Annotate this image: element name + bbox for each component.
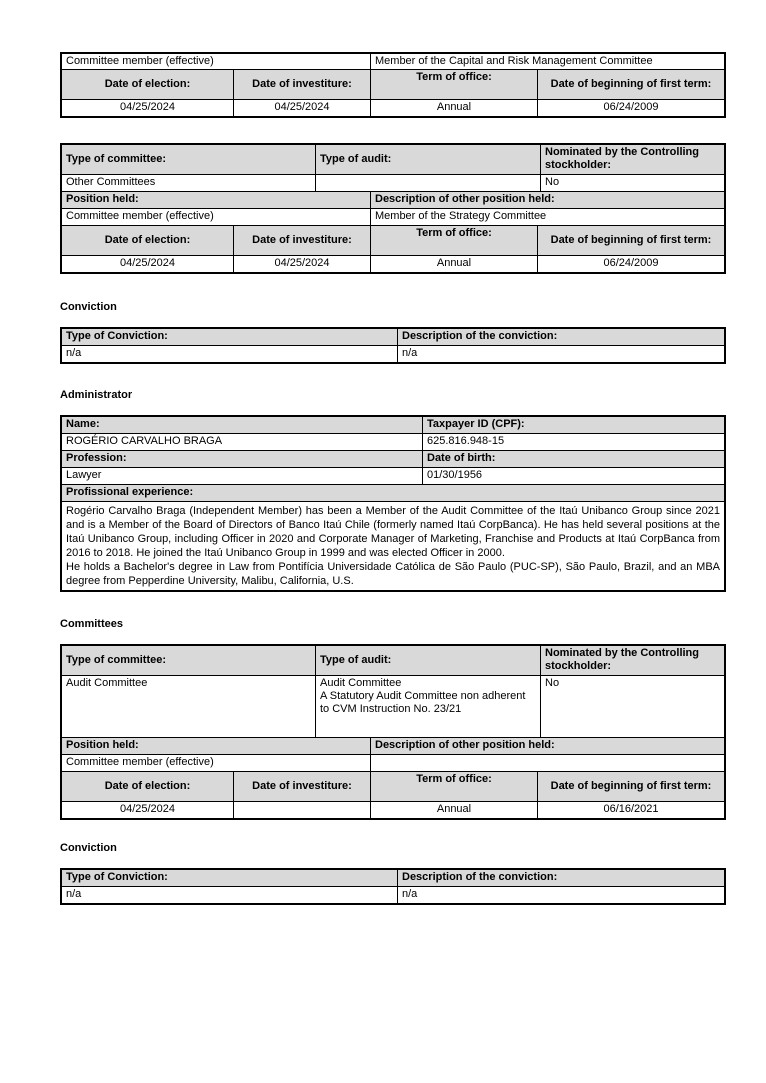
type-of-audit-value-line1: Audit Committee: [320, 677, 402, 689]
type-of-audit-label: Type of audit:: [315, 646, 540, 675]
committee-headers-row: [62, 145, 724, 174]
other-position-value: [370, 755, 724, 771]
date-of-investiture-value: 04/25/2024: [233, 100, 370, 116]
conviction-headers-row: [62, 870, 724, 886]
date-of-investiture-value: [233, 802, 370, 818]
date-of-election-label: Date of election:: [62, 772, 233, 801]
administrator-heading: Administrator: [60, 389, 133, 401]
position-values-row: [62, 754, 724, 771]
position-held-label: Position held:: [62, 738, 370, 754]
conviction-heading: Conviction: [60, 842, 117, 854]
committee-headers-row: [62, 646, 724, 675]
other-position-value: Member of the Strategy Committee: [370, 209, 724, 225]
other-position-label: Description of other position held:: [370, 192, 724, 208]
term-of-office-value: Annual: [370, 256, 537, 272]
nominated-value: No: [540, 676, 724, 737]
type-of-audit-value: [315, 676, 540, 737]
name-values-row: [62, 433, 724, 450]
cpf-label: Taxpayer ID (CPF):: [422, 417, 724, 433]
date-of-investiture-label: Date of investiture:: [233, 70, 370, 99]
committee-values-row: [62, 675, 724, 737]
term-of-office-label: Term of office:: [370, 70, 537, 99]
experience-paragraph-2: He holds a Bachelor's degree in Law from Pontifícia Universidade Católica de São Paulo (PUC-SP), São Paulo, Brazil, and an MBA degree from Pepperdine University, Malibu, California, U.S.: [66, 561, 720, 587]
professional-experience-label: Profissional experience:: [62, 485, 724, 501]
position-held-label: Position held:: [62, 192, 370, 208]
position-headers-row: [62, 737, 724, 754]
birth-date-label: Date of birth:: [422, 451, 724, 467]
conviction-table: [60, 868, 726, 905]
profession-headers-row: [62, 450, 724, 467]
first-term-label: Date of beginning of first term:: [537, 70, 724, 99]
position-held-value: Committee member (effective): [66, 210, 214, 222]
profession-label: Profession:: [62, 451, 422, 467]
position-row: [62, 54, 724, 69]
committee-values-row: [62, 174, 724, 191]
birth-date-value: 01/30/1956: [422, 468, 724, 484]
conviction-description-label: Description of the conviction:: [397, 870, 724, 886]
name-label: Name:: [62, 417, 422, 433]
strategy-committee-table: [60, 143, 726, 274]
conviction-heading: Conviction: [60, 301, 117, 313]
position-headers-row: [62, 191, 724, 208]
experience-paragraph-1: Rogério Carvalho Braga (Independent Member) has been a Member of the Audit Committee of the Itaú Unibanco Group since 2021 and is a Member of the Board of Directors of Banco Itaú Chile (formerly named Itaú CorpBanca). He has held several positions at the Itaú Unibanco Group, including Officer in 2020 and Corporate Manager of Marketing, Franchise and Products at Itaú CorpBanca from 2016 to 2018. He joined the Itaú Unibanco Group in 1999 and was elected Officer in 2000.: [66, 505, 720, 559]
profession-values-row: [62, 467, 724, 484]
type-of-conviction-value: n/a: [66, 888, 82, 900]
type-of-conviction-label: Type of Conviction:: [62, 329, 397, 345]
name-value: ROGÉRIO CARVALHO BRAGA: [66, 435, 223, 447]
audit-committee-table: [60, 644, 726, 820]
date-of-investiture-label: Date of investiture:: [233, 772, 370, 801]
experience-header-row: [62, 484, 724, 501]
term-of-office-value: Annual: [370, 100, 537, 116]
type-of-conviction-label: Type of Conviction:: [62, 870, 397, 886]
conviction-description-label: Description of the conviction:: [397, 329, 724, 345]
first-term-label: Date of beginning of first term:: [537, 772, 724, 801]
type-of-audit-value: [315, 175, 540, 191]
nominated-value: No: [540, 175, 724, 191]
date-headers-row: [62, 225, 724, 255]
type-of-audit-label: Type of audit:: [315, 145, 540, 174]
position-held-value: Committee member (effective): [66, 756, 214, 768]
cpf-value: 625.816.948-15: [422, 434, 724, 450]
date-of-election-value: 04/25/2024: [119, 257, 176, 269]
type-of-committee-value: Other Committees: [66, 176, 156, 188]
date-headers-row: [62, 69, 724, 99]
professional-experience-text: [62, 502, 724, 590]
administrator-table: [60, 415, 726, 592]
conviction-headers-row: [62, 329, 724, 345]
date-values-row: [62, 255, 724, 272]
date-of-election-value: 04/25/2024: [119, 803, 176, 815]
date-of-investiture-value: 04/25/2024: [233, 256, 370, 272]
conviction-values-row: [62, 345, 724, 362]
date-of-election-value: 04/25/2024: [119, 101, 176, 113]
capital-risk-committee-table: [60, 52, 726, 118]
conviction-description-value: n/a: [397, 346, 724, 362]
type-of-committee-label: Type of committee:: [62, 145, 315, 174]
conviction-table: [60, 327, 726, 364]
type-of-committee-value: Audit Committee: [66, 677, 148, 689]
type-of-conviction-value: n/a: [66, 347, 82, 359]
committees-heading: Committees: [60, 618, 123, 630]
date-headers-row: [62, 771, 724, 801]
first-term-label: Date of beginning of first term:: [537, 226, 724, 255]
date-of-investiture-label: Date of investiture:: [233, 226, 370, 255]
date-values-row: [62, 99, 724, 116]
profession-value: Lawyer: [66, 469, 102, 481]
term-of-office-label: Term of office:: [370, 772, 537, 801]
experience-row: [62, 501, 724, 590]
type-of-audit-value-line2: A Statutory Audit Committee non adherent to CVM Instruction No. 23/21: [320, 690, 526, 715]
position-held-value: Committee member (effective): [66, 55, 214, 67]
nominated-label: Nominated by the Controlling stockholder:: [540, 145, 724, 174]
conviction-description-value: n/a: [397, 887, 724, 903]
name-headers-row: [62, 417, 724, 433]
first-term-value: 06/24/2009: [537, 100, 724, 116]
conviction-values-row: [62, 886, 724, 903]
first-term-value: 06/24/2009: [537, 256, 724, 272]
first-term-value: 06/16/2021: [537, 802, 724, 818]
other-position-label: Description of other position held:: [370, 738, 724, 754]
position-values-row: [62, 208, 724, 225]
term-of-office-label: Term of office:: [370, 226, 537, 255]
type-of-committee-label: Type of committee:: [62, 646, 315, 675]
date-of-election-label: Date of election:: [62, 70, 233, 99]
nominated-label: Nominated by the Controlling stockholder:: [540, 646, 724, 675]
date-values-row: [62, 801, 724, 818]
date-of-election-label: Date of election:: [62, 226, 233, 255]
other-position-value: Member of the Capital and Risk Management Committee: [370, 54, 724, 69]
term-of-office-value: Annual: [370, 802, 537, 818]
